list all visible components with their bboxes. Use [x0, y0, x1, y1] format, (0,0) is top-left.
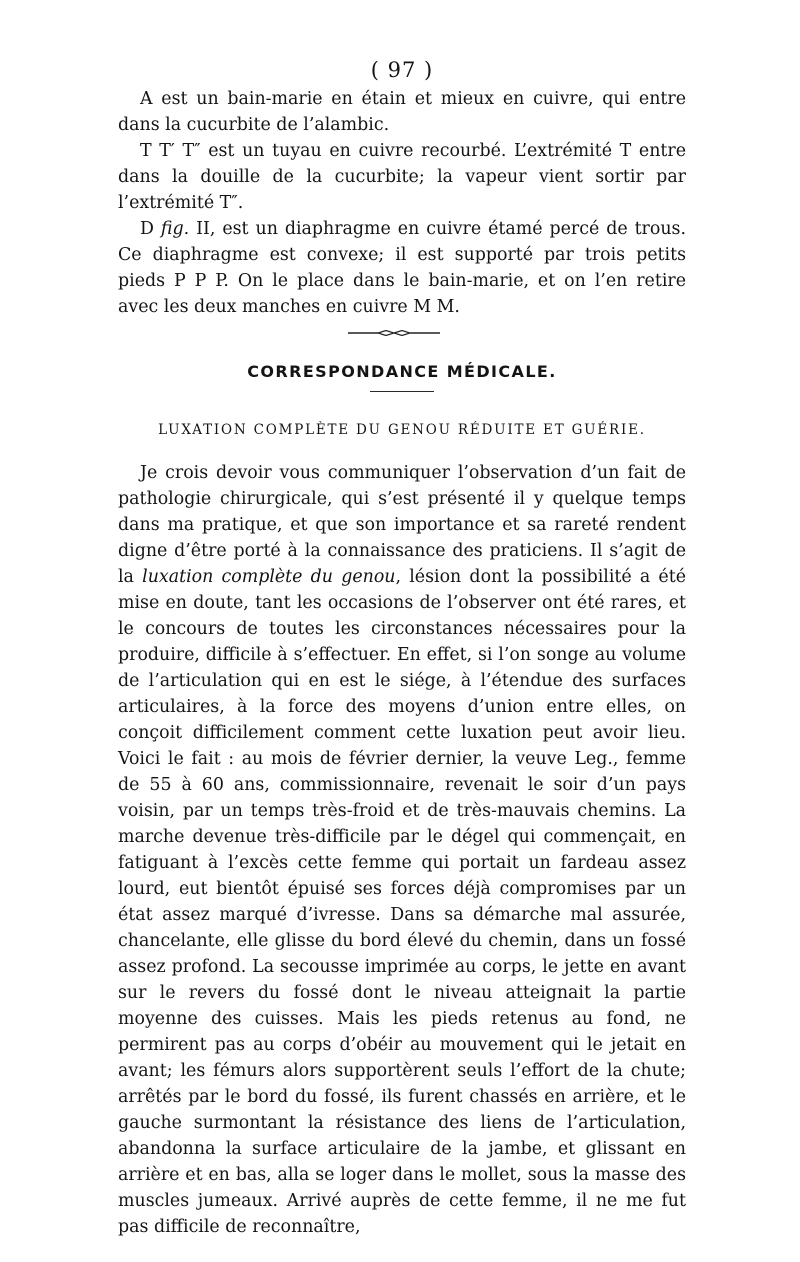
paragraph-observation [118, 460, 686, 1240]
fig-label: fig. [160, 219, 190, 239]
paragraph-tuyau: T T′ T″ est un tuyau en cuivre recourbé. L’extrémité T entre dans la douille de la cucurbite; la vapeur vient sortir par l’extrémité T″. [118, 141, 686, 213]
book-page [118, 58, 686, 1240]
title-rule [370, 391, 434, 392]
article-subtitle: LUXATION COMPLÈTE DU GENOU RÉDUITE ET GUÉRIE. [158, 422, 646, 438]
ornament-divider [118, 326, 686, 340]
observation-text-2: , lésion dont la possibilité a été mise en doute, tant les occasions de l’observer ont été rares, et le concours de toutes les circonstances nécessaires pour la produire, difficile à s’effectuer. En effet, si l’on songe au volume de l’articulation qui en est le siége, à l’étendue des surfaces articulaires, à la force des moyens d’union entre elles, on conçoit difficilement comment cette luxation peut avoir lieu. Voici le fait : au mois de février dernier, la veuve Leg., femme de 55 à 60 ans, commissionnaire, revenait le soir d’un pays voisin, par un temps très-froid et de très-mauvais chemins. La marche devenue très-difficile par le dégel qui commençait, en fatiguant à l’excès cette femme qui portait un fardeau assez lourd, eut bientôt épuisé ses forces déjà compromises par un état assez marqué d’ivresse. Dans sa démarche mal assurée, chancelante, elle glisse du bord élevé du chemin, dans un fossé assez profond. La secousse imprimée au corps, le jette en avant sur le revers du fossé dont le niveau atteignait la partie moyenne des cuisses. Mais les pieds retenus au fond, ne permirent pas au corps d’obéir au mouvement qui le jetait en avant; les fémurs alors supportèrent seuls l’effort de la chute; arrêtés par le bord du fossé, ils furent chassés en arrière, et le gauche surmontant la résistance des liens de l’articulation, abandonna la surface articulaire de la jambe, et glissant en arrière et en bas, alla se loger dans le mollet, sous la masse des muscles jumeaux. Arrivé auprès de cette femme, il ne me fut pas difficile de reconnaître, [118, 567, 687, 1237]
section-title [118, 362, 686, 392]
observation-italic: luxation complète du genou [142, 567, 396, 587]
fig-lead-letter: D [140, 219, 154, 239]
paragraph-bain-marie: A est un bain-marie en étain et mieux en cuivre, qui entre dans la cucurbite de l’alambic. [118, 89, 686, 135]
observation-text-1: Je crois devoir vous communiquer l’observation d’un fait de pathologie chirurgicale, qui s’est présenté il y quelque temps dans ma pratique, et que son importance et sa rareté rendent digne d’être porté à la connaissance des praticiens. Il s’agit de la [118, 463, 686, 587]
paragraph-diaphragme [118, 216, 686, 320]
fig-description: II, est un diaphragme en cuivre étamé percé de trous. Ce diaphragme est convexe; il est supporté par trois petits pieds P P P. On le place dans le bain-marie, et on l’en retire avec les deux manches en cuivre M M. [118, 219, 686, 317]
section-title-text: CORRESPONDANCE MÉDICALE. [247, 362, 557, 381]
ornament-icon [348, 330, 440, 336]
page-number: ( 97 ) [370, 58, 434, 82]
